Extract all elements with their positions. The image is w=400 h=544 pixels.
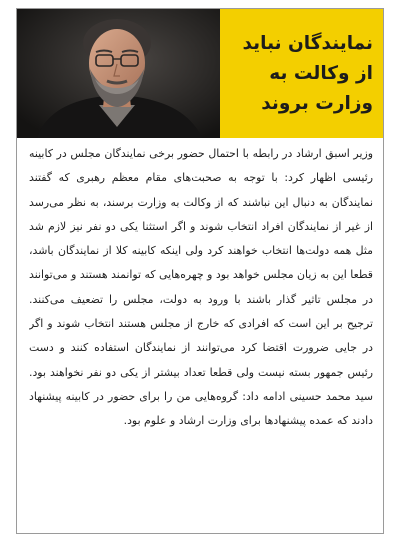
portrait-photo xyxy=(17,9,220,138)
headline-banner xyxy=(17,9,383,138)
news-card xyxy=(16,8,384,534)
article-body: وزیر اسبق ارشاد در رابطه با احتمال حضور برخی نمایندگان مجلس در کابینه رئیسی اظهار کرد: با توجه به صحبت‌های مقام معظم رهبری که گفتند نمایندگان به دنبال این نباشند که از وکالت به وزارت برسند، به نظر می‌رسد از غیر از نمایندگان افراد انتخاب شوند و اگر استثنا یکی دو نفر نیز لازم شد مثل همه دولت‌ها انتخاب خواهند کرد ولی اینکه کابینه کلا از نمایندگان باشد، قطعا این به زیان مجلس خواهد بود و چهره‌هایی که توانمند هستند و می‌توانند در مجلس تاثیر گذار باشند با ورود به دولت، مجلس را تضعیف می‌کنند. ترجیح بر این است که افرادی که خارج از مجلس هستند انتخاب شوند و اگر در جایی ضرورت اقتضا کرد می‌توانند از نمایندگان استفاده کنند و دست رئیس جمهور بسته نیست ولی قطعا تعداد بیشتر از یکی دو نفر نخواهند بود. سید محمد حسینی ادامه داد: گروه‌هایی من را برای حضور در کابینه پیشنهاد دادند که عمده پیشنهادها برای وزارت ارشاد و علوم بود. xyxy=(29,147,373,428)
headline: نمایندگان نباید از وکالت به وزارت بروند xyxy=(242,33,373,114)
portrait-illustration xyxy=(17,9,220,138)
